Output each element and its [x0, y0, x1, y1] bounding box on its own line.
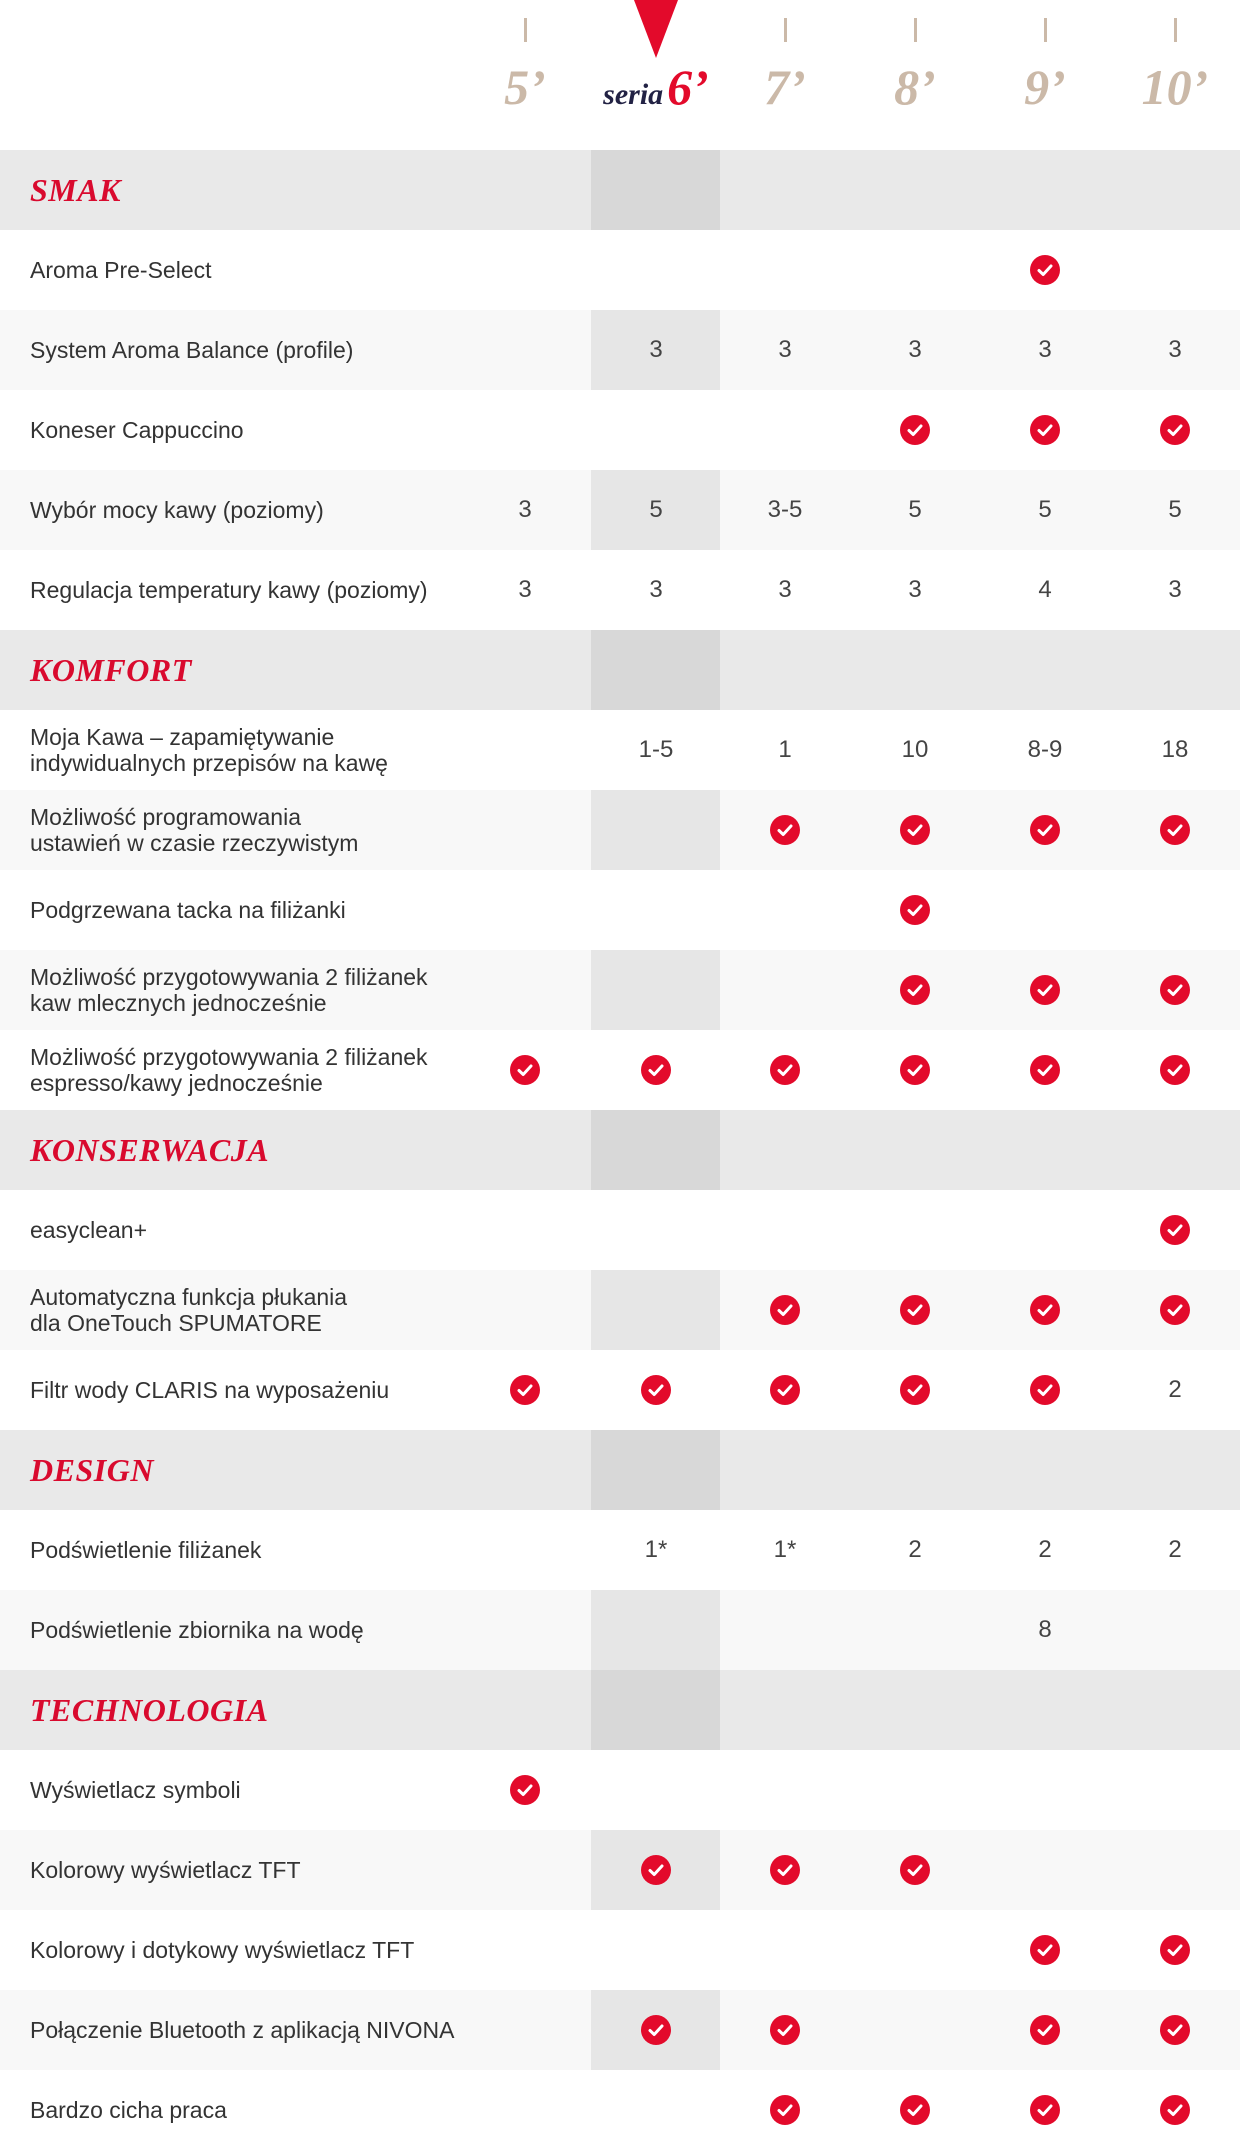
series-label: [1110, 58, 1240, 116]
check-circle-icon: [1030, 2015, 1060, 2045]
series-number: 5’: [504, 59, 546, 115]
feature-value-cell: [980, 310, 1110, 390]
feature-value-cell: [460, 1990, 590, 2070]
feature-value-cell: [1110, 1830, 1240, 1910]
feature-value-cell: [460, 390, 590, 470]
feature-label: Regulacja temperatury kawy (poziomy): [30, 577, 428, 603]
feature-label: Koneser Cappuccino: [30, 417, 244, 443]
feature-value-cell: [591, 1910, 721, 1990]
feature-label: Możliwość przygotowywania 2 filiżanek kaw mlecznych jednocześnie: [30, 964, 428, 1016]
feature-value-cell: [720, 710, 850, 790]
feature-label: Podświetlenie filiżanek: [30, 1537, 262, 1563]
feature-value-cell: [980, 550, 1110, 630]
feature-value-cell: [980, 470, 1110, 550]
feature-value-cell: [720, 1030, 850, 1110]
section-header: [0, 1430, 1240, 1510]
series-column-header[interactable]: [850, 0, 980, 150]
feature-value-cell: [460, 1270, 590, 1350]
feature-row: [0, 310, 1240, 390]
feature-row: [0, 1590, 1240, 1670]
feature-value-cell: [850, 550, 980, 630]
feature-value: 8: [1038, 1616, 1052, 1643]
feature-value-cell: [591, 1750, 721, 1830]
feature-row: [0, 870, 1240, 950]
feature-value: 1*: [644, 1536, 668, 1563]
feature-value-cell: [720, 870, 850, 950]
feature-value-cell: [591, 790, 721, 870]
feature-value-cell: [591, 1990, 721, 2070]
feature-value-cell: [850, 870, 980, 950]
feature-value: 1*: [773, 1536, 797, 1563]
series-column-header[interactable]: [1110, 0, 1240, 150]
feature-row: [0, 950, 1240, 1030]
feature-value-cell: [850, 1510, 980, 1590]
series-number: 8’: [894, 59, 936, 115]
feature-value-cell: [460, 550, 590, 630]
feature-value-cell: [850, 790, 980, 870]
feature-value-cell: [460, 950, 590, 1030]
feature-value-cell: [850, 1030, 980, 1110]
check-circle-icon: [900, 815, 930, 845]
feature-value-cell: [1110, 390, 1240, 470]
feature-label: Możliwość przygotowywania 2 filiżanek espresso/kawy jednocześnie: [30, 1044, 428, 1096]
feature-value-cell: [850, 470, 980, 550]
feature-label: Wybór mocy kawy (poziomy): [30, 497, 324, 523]
feature-value-cell: [1110, 1510, 1240, 1590]
feature-value-cell: [980, 1350, 1110, 1430]
feature-value-cell: [720, 1910, 850, 1990]
feature-value-cell: [980, 1510, 1110, 1590]
series-label: [591, 58, 721, 116]
feature-value-cell: [720, 1510, 850, 1590]
feature-value: 3: [908, 336, 922, 363]
feature-value-cell: [850, 310, 980, 390]
feature-value-cell: [980, 790, 1110, 870]
feature-value-cell: [980, 870, 1110, 950]
feature-value-cell: [850, 230, 980, 310]
feature-value: 3: [649, 336, 663, 363]
check-circle-icon: [770, 1295, 800, 1325]
feature-value: 3: [1168, 576, 1182, 603]
feature-value: 3: [1168, 336, 1182, 363]
feature-value-cell: [591, 1270, 721, 1350]
feature-row: [0, 1830, 1240, 1910]
feature-value-cell: [720, 550, 850, 630]
feature-value-cell: [720, 790, 850, 870]
feature-row: [0, 1910, 1240, 1990]
feature-value-cell: [1110, 1030, 1240, 1110]
feature-value-cell: [591, 390, 721, 470]
feature-value-cell: [1110, 470, 1240, 550]
tick-mark: [524, 18, 527, 42]
feature-value-cell: [460, 1350, 590, 1430]
check-circle-icon: [1030, 415, 1060, 445]
feature-value: 10: [901, 736, 929, 763]
feature-value-cell: [591, 550, 721, 630]
feature-value-cell: [1110, 1270, 1240, 1350]
feature-value-cell: [850, 1830, 980, 1910]
feature-value-cell: [460, 870, 590, 950]
feature-row: [0, 2070, 1240, 2150]
feature-value: 3: [908, 576, 922, 603]
feature-value-cell: [980, 1030, 1110, 1110]
feature-value-cell: [460, 1750, 590, 1830]
feature-value: 5: [649, 496, 663, 523]
series-number: 6’: [667, 59, 709, 115]
feature-value-cell: [460, 1510, 590, 1590]
check-circle-icon: [900, 975, 930, 1005]
check-circle-icon: [641, 2015, 671, 2045]
series-column-header[interactable]: [591, 0, 721, 150]
check-circle-icon: [770, 2095, 800, 2125]
section-title: DESIGN: [30, 1452, 154, 1488]
feature-value-cell: [980, 1270, 1110, 1350]
check-circle-icon: [900, 1055, 930, 1085]
series-label: [980, 58, 1110, 116]
feature-value: 3: [778, 336, 792, 363]
feature-value-cell: [1110, 2070, 1240, 2150]
series-column-header[interactable]: [720, 0, 850, 150]
feature-value: 1: [778, 736, 792, 763]
section-header: [0, 1110, 1240, 1190]
check-circle-icon: [641, 1055, 671, 1085]
section-title: KONSERWACJA: [30, 1132, 270, 1168]
feature-value-cell: [460, 790, 590, 870]
section-title: TECHNOLOGIA: [30, 1692, 269, 1728]
feature-value: 5: [1038, 496, 1052, 523]
feature-value-cell: [720, 1190, 850, 1270]
feature-value-cell: [720, 2070, 850, 2150]
feature-value: 3: [518, 576, 532, 603]
feature-value-cell: [460, 1190, 590, 1270]
check-circle-icon: [1160, 415, 1190, 445]
feature-label: Możliwość programowania ustawień w czasie rzeczywistym: [30, 804, 359, 856]
feature-value: 2: [1038, 1536, 1052, 1563]
feature-value-cell: [460, 310, 590, 390]
feature-value: 3: [518, 496, 532, 523]
feature-row: [0, 1030, 1240, 1110]
feature-value-cell: [720, 390, 850, 470]
series-label: [720, 58, 850, 116]
feature-value-cell: [980, 230, 1110, 310]
section-header: [0, 150, 1240, 230]
feature-row: [0, 1990, 1240, 2070]
feature-label: Kolorowy i dotykowy wyświetlacz TFT: [30, 1937, 415, 1963]
tick-mark: [784, 18, 787, 42]
feature-label: Bardzo cicha praca: [30, 2097, 227, 2123]
feature-value-cell: [850, 1910, 980, 1990]
series-number: 10’: [1141, 59, 1209, 115]
feature-value-cell: [591, 1190, 721, 1270]
feature-value-cell: [850, 1590, 980, 1670]
feature-value-cell: [980, 390, 1110, 470]
feature-row: [0, 1270, 1240, 1350]
series-header: [0, 0, 1240, 150]
check-circle-icon: [510, 1775, 540, 1805]
series-number: 7’: [764, 59, 806, 115]
check-circle-icon: [510, 1055, 540, 1085]
feature-label: Podgrzewana tacka na filiżanki: [30, 897, 346, 923]
check-circle-icon: [1160, 815, 1190, 845]
feature-label: Filtr wody CLARIS na wyposażeniu: [30, 1377, 390, 1403]
check-circle-icon: [510, 1375, 540, 1405]
feature-value-cell: [591, 1590, 721, 1670]
check-circle-icon: [1160, 1055, 1190, 1085]
feature-value: 2: [1168, 1536, 1182, 1563]
check-circle-icon: [1030, 255, 1060, 285]
check-circle-icon: [1160, 1215, 1190, 1245]
feature-value: 3-5: [767, 496, 803, 523]
feature-label: Kolorowy wyświetlacz TFT: [30, 1857, 301, 1883]
feature-row: [0, 1190, 1240, 1270]
feature-value: 5: [908, 496, 922, 523]
feature-value-cell: [1110, 870, 1240, 950]
feature-row: [0, 790, 1240, 870]
check-circle-icon: [1160, 975, 1190, 1005]
feature-value-cell: [591, 230, 721, 310]
feature-value-cell: [720, 950, 850, 1030]
feature-value-cell: [980, 2070, 1110, 2150]
check-circle-icon: [770, 1055, 800, 1085]
feature-value-cell: [591, 1030, 721, 1110]
feature-value-cell: [850, 1750, 980, 1830]
feature-value-cell: [460, 1030, 590, 1110]
check-circle-icon: [770, 2015, 800, 2045]
feature-value-cell: [460, 230, 590, 310]
feature-value-cell: [850, 2070, 980, 2150]
feature-row: [0, 390, 1240, 470]
check-circle-icon: [900, 895, 930, 925]
check-circle-icon: [1030, 1295, 1060, 1325]
feature-value-cell: [850, 390, 980, 470]
series-column-header[interactable]: [460, 0, 590, 150]
feature-label: Wyświetlacz symboli: [30, 1777, 241, 1803]
feature-row: [0, 1750, 1240, 1830]
check-circle-icon: [1030, 2095, 1060, 2125]
check-circle-icon: [1030, 815, 1060, 845]
feature-row: [0, 710, 1240, 790]
feature-value-cell: [591, 870, 721, 950]
check-circle-icon: [770, 815, 800, 845]
feature-value-cell: [1110, 550, 1240, 630]
check-circle-icon: [1030, 1375, 1060, 1405]
feature-label: Podświetlenie zbiornika na wodę: [30, 1617, 364, 1643]
section-header: [0, 630, 1240, 710]
feature-value-cell: [720, 1830, 850, 1910]
feature-value-cell: [591, 1510, 721, 1590]
check-circle-icon: [641, 1855, 671, 1885]
check-circle-icon: [1030, 1055, 1060, 1085]
feature-value-cell: [720, 1750, 850, 1830]
feature-value: 3: [1038, 336, 1052, 363]
feature-label: Automatyczna funkcja płukania dla OneTouch SPUMATORE: [30, 1284, 348, 1336]
feature-value-cell: [850, 950, 980, 1030]
check-circle-icon: [900, 1855, 930, 1885]
check-circle-icon: [900, 2095, 930, 2125]
feature-value: 8-9: [1027, 736, 1063, 763]
feature-value-cell: [850, 710, 980, 790]
feature-value-cell: [980, 1590, 1110, 1670]
check-circle-icon: [770, 1375, 800, 1405]
feature-value-cell: [980, 1990, 1110, 2070]
feature-value-cell: [1110, 1990, 1240, 2070]
feature-row: [0, 230, 1240, 310]
feature-value: 1-5: [638, 736, 674, 763]
feature-label: Aroma Pre-Select: [30, 257, 212, 283]
feature-value-cell: [591, 2070, 721, 2150]
feature-value: 2: [908, 1536, 922, 1563]
feature-value-cell: [1110, 710, 1240, 790]
feature-value: 18: [1161, 736, 1189, 763]
feature-value-cell: [460, 2070, 590, 2150]
feature-value-cell: [1110, 1910, 1240, 1990]
check-circle-icon: [1030, 975, 1060, 1005]
section-title: KOMFORT: [30, 652, 192, 688]
series-column-header[interactable]: [980, 0, 1110, 150]
feature-value-cell: [720, 470, 850, 550]
feature-value-cell: [1110, 230, 1240, 310]
feature-value-cell: [980, 1750, 1110, 1830]
check-circle-icon: [1160, 1295, 1190, 1325]
feature-value: 5: [1168, 496, 1182, 523]
feature-row: [0, 470, 1240, 550]
feature-value-cell: [980, 950, 1110, 1030]
feature-value-cell: [720, 1270, 850, 1350]
series-label: [850, 58, 980, 116]
check-circle-icon: [1160, 2095, 1190, 2125]
feature-value-cell: [980, 1910, 1110, 1990]
check-circle-icon: [900, 1375, 930, 1405]
feature-row: [0, 550, 1240, 630]
feature-value-cell: [720, 230, 850, 310]
feature-value-cell: [720, 1590, 850, 1670]
feature-value-cell: [591, 470, 721, 550]
feature-value: 4: [1038, 576, 1052, 603]
feature-value-cell: [720, 1350, 850, 1430]
check-circle-icon: [900, 1295, 930, 1325]
feature-value-cell: [591, 710, 721, 790]
feature-value-cell: [591, 1830, 721, 1910]
feature-value-cell: [460, 1830, 590, 1910]
series-label: [460, 58, 590, 116]
feature-value-cell: [720, 310, 850, 390]
feature-value-cell: [460, 1910, 590, 1990]
feature-value-cell: [850, 1990, 980, 2070]
feature-value-cell: [850, 1270, 980, 1350]
feature-value-cell: [1110, 1350, 1240, 1430]
feature-value: 2: [1168, 1376, 1182, 1403]
check-circle-icon: [1160, 2015, 1190, 2045]
feature-value-cell: [980, 1830, 1110, 1910]
feature-value-cell: [1110, 310, 1240, 390]
feature-value-cell: [591, 1350, 721, 1430]
feature-value-cell: [850, 1190, 980, 1270]
series-number: 9’: [1024, 59, 1066, 115]
feature-value-cell: [591, 310, 721, 390]
feature-value: 3: [649, 576, 663, 603]
feature-value-cell: [460, 1590, 590, 1670]
feature-value-cell: [980, 710, 1110, 790]
feature-label: System Aroma Balance (profile): [30, 337, 354, 363]
check-circle-icon: [900, 415, 930, 445]
check-circle-icon: [641, 1375, 671, 1405]
feature-label: Połączenie Bluetooth z aplikacją NIVONA: [30, 2017, 455, 2043]
feature-value-cell: [980, 1190, 1110, 1270]
feature-row: [0, 1350, 1240, 1430]
feature-value-cell: [460, 710, 590, 790]
feature-value-cell: [1110, 1590, 1240, 1670]
feature-value-cell: [1110, 1190, 1240, 1270]
tick-mark: [1044, 18, 1047, 42]
section-title: SMAK: [30, 172, 121, 208]
feature-label: easyclean+: [30, 1217, 147, 1243]
feature-value-cell: [1110, 950, 1240, 1030]
feature-value-cell: [591, 950, 721, 1030]
feature-value-cell: [1110, 790, 1240, 870]
feature-label: Moja Kawa – zapamiętywanie indywidualnych przepisów na kawę: [30, 724, 388, 776]
section-header: [0, 1670, 1240, 1750]
feature-value: 3: [778, 576, 792, 603]
pointer-arrow-icon: [634, 0, 678, 58]
feature-value-cell: [850, 1350, 980, 1430]
series-prefix: seria: [603, 78, 664, 111]
check-circle-icon: [770, 1855, 800, 1885]
feature-row: [0, 1510, 1240, 1590]
tick-mark: [1174, 18, 1177, 42]
check-circle-icon: [1030, 1935, 1060, 1965]
feature-value-cell: [460, 470, 590, 550]
check-circle-icon: [1160, 1935, 1190, 1965]
tick-mark: [914, 18, 917, 42]
feature-value-cell: [720, 1990, 850, 2070]
feature-value-cell: [1110, 1750, 1240, 1830]
